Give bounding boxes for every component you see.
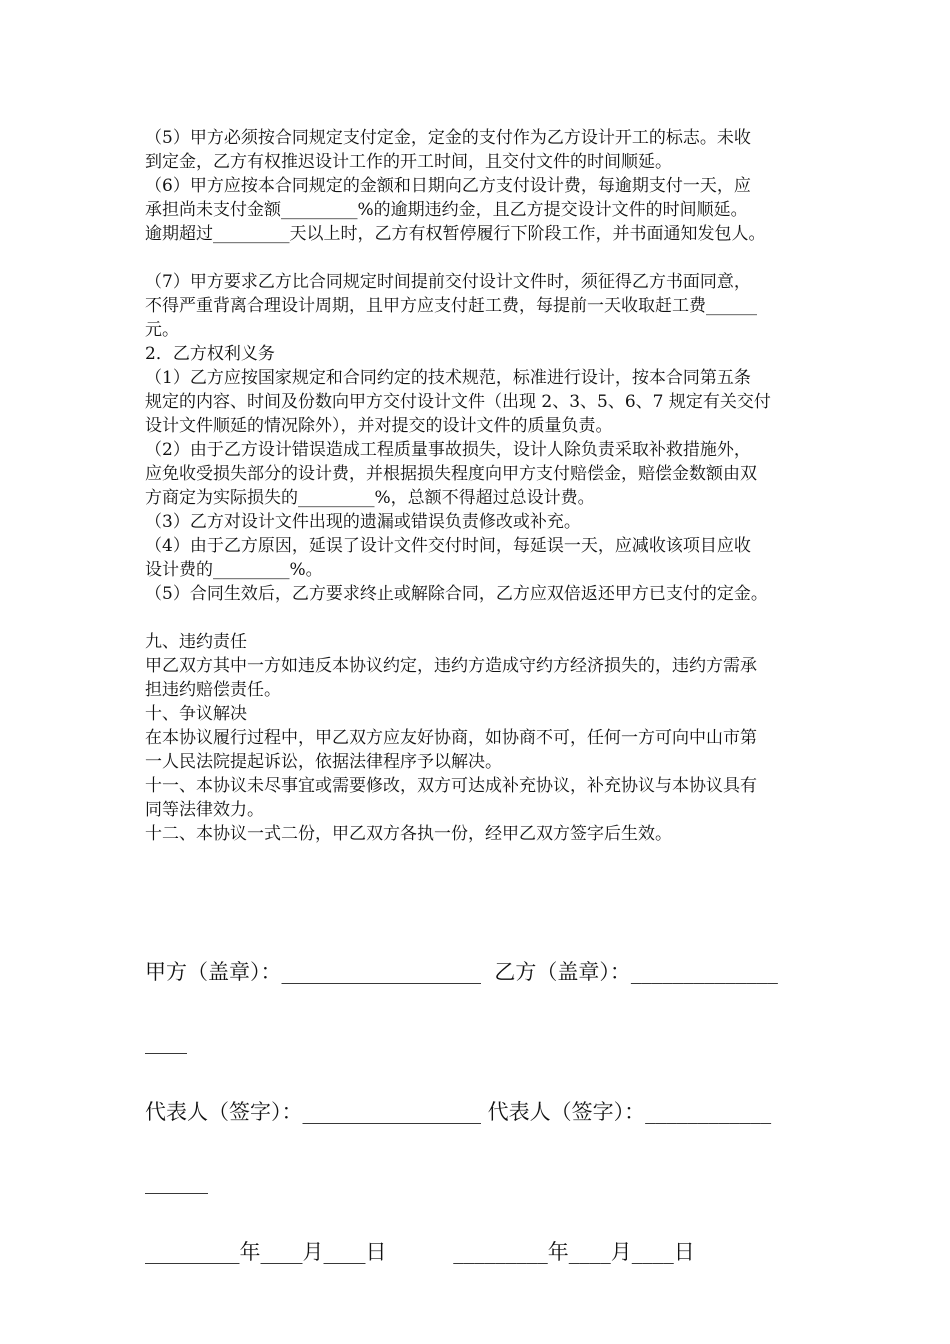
clause-line: 规定的内容、时间及份数向甲方交付设计文件（出现 2、3、5、6、7 规定有关交付 [145,392,771,412]
clause-line: 同等法律效力。 [145,800,264,820]
seal-line: 甲方（盖章）：___________________ 乙方（盖章）：______________ [145,960,778,984]
signature-block [145,955,845,1269]
clause-line: 方商定为实际损失的_________%，总额不得超过总设计费。 [145,488,595,508]
section-heading: 十、争议解决 [145,704,247,724]
clause-line: 一人民法院提起诉讼，依据法律程序予以解决。 [145,752,502,772]
clause-line: （6）甲方应按本合同规定的金额和日期向乙方支付设计费，每逾期支付一天，应 [145,176,751,196]
clause-line: （7）甲方要求乙方比合同规定时间提前交付设计文件时，须征得乙方书面同意， [145,272,751,292]
clause-line: （3）乙方对设计文件出现的遗漏或错误负责修改或补充。 [145,512,581,532]
clause-line: 担违约赔偿责任。 [145,680,281,700]
clause-line: 到定金，乙方有权推迟设计工作的开工时间，且交付文件的时间顺延。 [145,152,672,172]
clause-line: 应免收受损失部分的设计费，并根据损失程度向甲方支付赔偿金，赔偿金数额由双 [145,464,757,484]
clause-line: 十二、本协议一式二份，甲乙双方各执一份，经甲乙双方签字后生效。 [145,824,672,844]
clause-line: 逾期超过_________天以上时，乙方有权暂停履行下阶段工作，并书面通知发包人。 [145,224,766,244]
spacer [145,606,845,630]
clause-line: 十一、本协议未尽事宜或需要修改，双方可达成补充协议，补充协议与本协议具有 [145,776,757,796]
clause-line: （2）由于乙方设计错误造成工程质量事故损失，设计人除负责采取补救措施外， [145,440,751,460]
clause-line: （1）乙方应按国家规定和合同约定的技术规范，标准进行设计，按本合同第五条 [145,368,751,388]
clause-line: 元。 [145,320,179,340]
clause-line: 承担尚未支付金额_________%的逾期违约金，且乙方提交设计文件的时间顺延。 [145,200,748,220]
spacer [145,1059,845,1095]
section-heading: 九、违约责任 [145,632,247,652]
clause-line: 甲乙双方其中一方如违反本协议约定，违约方造成守约方经济损失的，违约方需承 [145,656,757,676]
clause-line: （5）甲方必须按合同规定支付定金，定金的支付作为乙方设计开工的标志。未收 [145,128,751,148]
section-heading: 2．乙方权利义务 [145,344,275,364]
clause-line: 设计费的_________%。 [145,560,323,580]
seal-line-wrap: ____ [145,1030,187,1054]
spacer [145,989,845,1025]
date-line: _________年____月____日 _________年____月____日 [145,1240,695,1264]
representative-sign-line: 代表人（签字）：_________________ 代表人（签字）：____________ [145,1100,772,1124]
clause-line: 在本协议履行过程中，甲乙双方应友好协商，如协商不可，任何一方可向中山市第 [145,728,757,748]
representative-sign-wrap: ______ [145,1170,208,1194]
clause-line: 不得严重背离合理设计周期，且甲方应支付赶工费，每提前一天收取赶工费______ [145,296,757,316]
spacer [145,246,845,270]
contract-body [145,126,845,846]
clause-line: （4）由于乙方原因，延误了设计文件交付时间，每延误一天，应减收该项目应收 [145,536,751,556]
clause-line: 设计文件顺延的情况除外），并对提交的设计文件的质量负责。 [145,416,613,436]
spacer [145,1129,845,1165]
spacer [145,1199,845,1235]
clause-line: （5）合同生效后，乙方要求终止或解除合同，乙方应双倍返还甲方已支付的定金。 [145,584,768,604]
